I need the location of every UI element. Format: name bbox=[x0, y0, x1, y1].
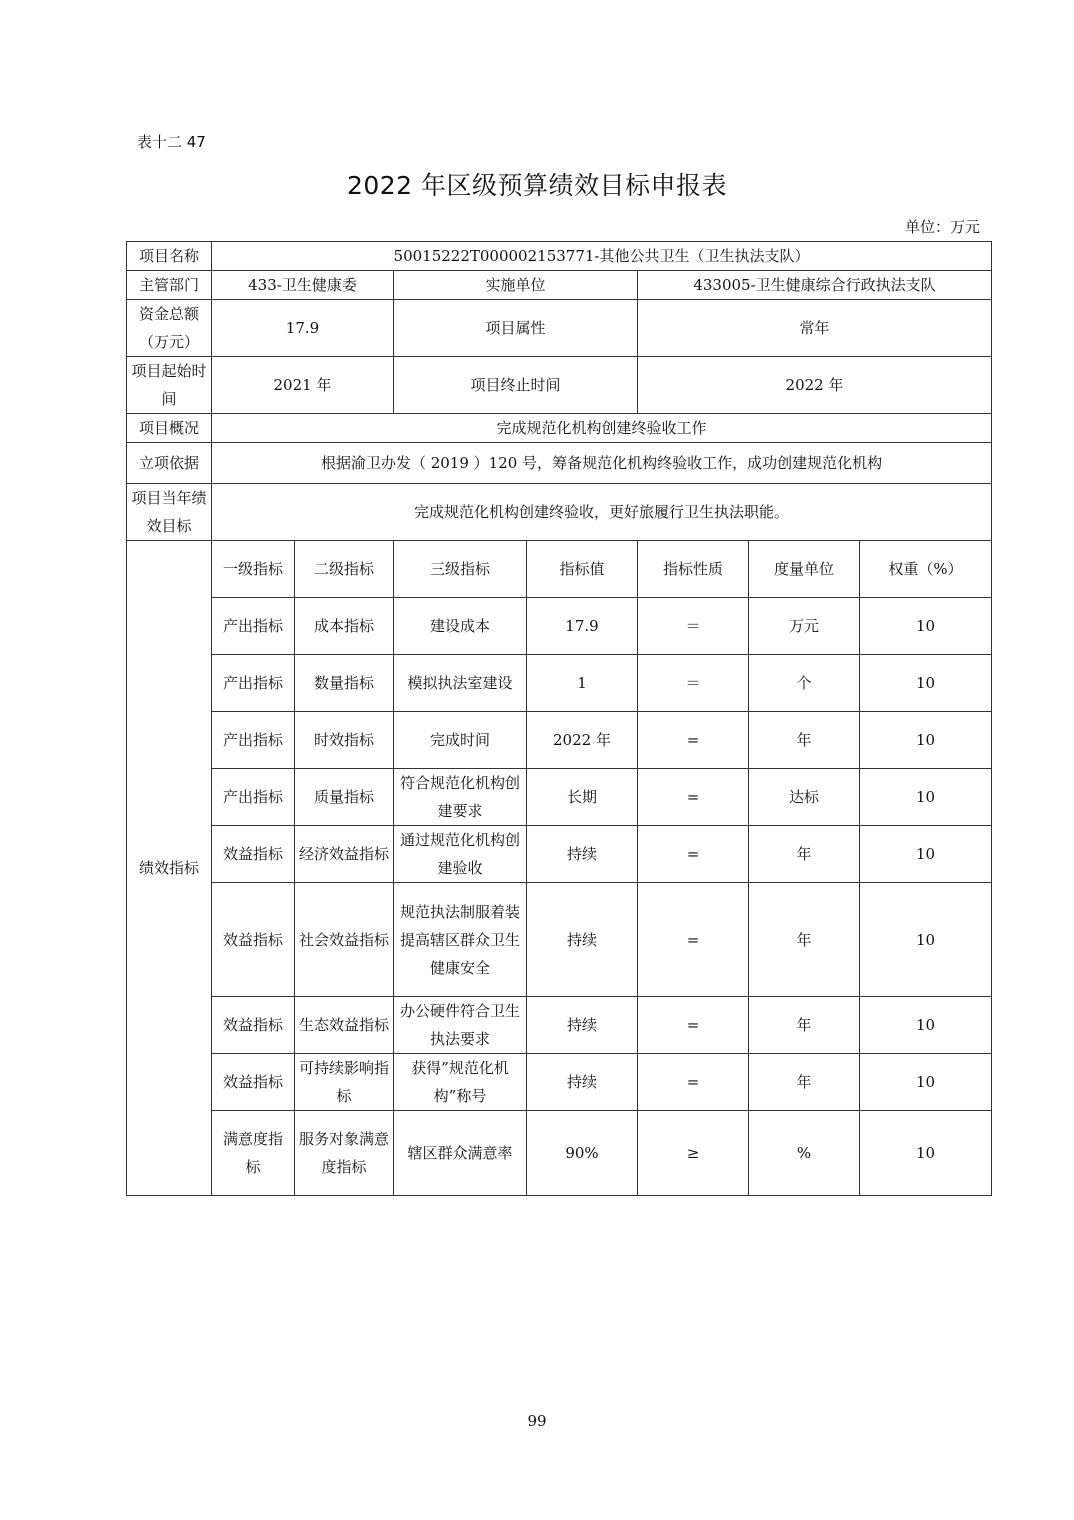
project-attr-label: 项目属性 bbox=[394, 300, 638, 357]
basis-value: 根据渝卫办发（ 2019 ）120 号，筹备规范化机构终验收工作，成功创建规范化机构 bbox=[212, 443, 992, 484]
cell-value: 1 bbox=[527, 655, 638, 712]
project-name-value: 50015222T000002153771-其他公共卫生（卫生执法支队） bbox=[212, 242, 992, 271]
cell-value: 17.9 bbox=[527, 598, 638, 655]
cell-unit: % bbox=[749, 1111, 860, 1196]
cell-level2: 生态效益指标 bbox=[295, 997, 394, 1054]
cell-weight: 10 bbox=[860, 1111, 992, 1196]
cell-level1: 满意度指标 bbox=[212, 1111, 295, 1196]
cell-level1: 效益指标 bbox=[212, 883, 295, 997]
header-level1: 一级指标 bbox=[212, 541, 295, 598]
cell-nature: = bbox=[638, 1054, 749, 1111]
cell-unit: 年 bbox=[749, 826, 860, 883]
cell-weight: 10 bbox=[860, 655, 992, 712]
cell-level2: 数量指标 bbox=[295, 655, 394, 712]
cell-value: 2022 年 bbox=[527, 712, 638, 769]
table-row bbox=[127, 1054, 992, 1111]
header-weight: 权重（%） bbox=[860, 541, 992, 598]
cell-level3: 辖区群众满意率 bbox=[394, 1111, 527, 1196]
cell-unit: 达标 bbox=[749, 769, 860, 826]
funds-label: 资金总额（万元） bbox=[127, 300, 212, 357]
row-funds bbox=[127, 300, 992, 357]
funds-value: 17.9 bbox=[212, 300, 394, 357]
cell-level1: 产出指标 bbox=[212, 712, 295, 769]
cell-level2: 可持续影响指标 bbox=[295, 1054, 394, 1111]
cell-level2: 成本指标 bbox=[295, 598, 394, 655]
table-row bbox=[127, 712, 992, 769]
cell-unit: 年 bbox=[749, 712, 860, 769]
cell-weight: 10 bbox=[860, 1054, 992, 1111]
cell-level2: 经济效益指标 bbox=[295, 826, 394, 883]
row-goal bbox=[127, 484, 992, 541]
dept-value: 433-卫生健康委 bbox=[212, 271, 394, 300]
cell-level2: 时效指标 bbox=[295, 712, 394, 769]
header-level3: 三级指标 bbox=[394, 541, 527, 598]
table-row bbox=[127, 883, 992, 997]
page-title: 2022 年区级预算绩效目标申报表 bbox=[346, 171, 728, 200]
cell-value: 长期 bbox=[527, 769, 638, 826]
row-basis bbox=[127, 443, 992, 484]
basis-label: 立项依据 bbox=[127, 443, 212, 484]
cell-level1: 效益指标 bbox=[212, 1054, 295, 1111]
table-row bbox=[127, 997, 992, 1054]
cell-weight: 10 bbox=[860, 769, 992, 826]
goal-label: 项目当年绩效目标 bbox=[127, 484, 212, 541]
cell-level3: 获得”规范化机构”称号 bbox=[394, 1054, 527, 1111]
header-level2: 二级指标 bbox=[295, 541, 394, 598]
cell-nature: = bbox=[638, 712, 749, 769]
project-name-label: 项目名称 bbox=[127, 242, 212, 271]
table-row bbox=[127, 598, 992, 655]
cell-unit: 年 bbox=[749, 1054, 860, 1111]
cell-weight: 10 bbox=[860, 997, 992, 1054]
overview-value: 完成规范化机构创建终验收工作 bbox=[212, 414, 992, 443]
cell-value: 持续 bbox=[527, 997, 638, 1054]
impl-unit-label: 实施单位 bbox=[394, 271, 638, 300]
cell-value: 持续 bbox=[527, 883, 638, 997]
goal-value: 完成规范化机构创建终验收，更好旅履行卫生执法职能。 bbox=[212, 484, 992, 541]
cell-level1: 效益指标 bbox=[212, 997, 295, 1054]
cell-weight: 10 bbox=[860, 712, 992, 769]
table-row bbox=[127, 1111, 992, 1196]
impl-unit-value: 433005-卫生健康综合行政执法支队 bbox=[638, 271, 992, 300]
cell-unit: 万元 bbox=[749, 598, 860, 655]
cell-unit: 年 bbox=[749, 997, 860, 1054]
cell-nature: ＝ bbox=[638, 598, 749, 655]
header-value: 指标值 bbox=[527, 541, 638, 598]
cell-nature: = bbox=[638, 826, 749, 883]
cell-level1: 产出指标 bbox=[212, 655, 295, 712]
cell-weight: 10 bbox=[860, 883, 992, 997]
cell-level1: 效益指标 bbox=[212, 826, 295, 883]
cell-nature: ≥ bbox=[638, 1111, 749, 1196]
start-time-label: 项目起始时间 bbox=[127, 357, 212, 414]
cell-level3: 完成时间 bbox=[394, 712, 527, 769]
table-row bbox=[127, 826, 992, 883]
project-attr-value: 常年 bbox=[638, 300, 992, 357]
cell-level2: 质量指标 bbox=[295, 769, 394, 826]
cell-level2: 社会效益指标 bbox=[295, 883, 394, 997]
row-dept bbox=[127, 271, 992, 300]
dept-label: 主管部门 bbox=[127, 271, 212, 300]
row-period bbox=[127, 357, 992, 414]
cell-nature: ＝ bbox=[638, 655, 749, 712]
cell-value: 持续 bbox=[527, 826, 638, 883]
cell-level3: 通过规范化机构创建验收 bbox=[394, 826, 527, 883]
cell-value: 90% bbox=[527, 1111, 638, 1196]
indicators-section-label: 绩效指标 bbox=[127, 541, 212, 1196]
cell-level3: 建设成本 bbox=[394, 598, 527, 655]
cell-level3: 符合规范化机构创建要求 bbox=[394, 769, 527, 826]
cell-level1: 产出指标 bbox=[212, 598, 295, 655]
cell-nature: = bbox=[638, 769, 749, 826]
cell-level1: 产出指标 bbox=[212, 769, 295, 826]
end-time-label: 项目终止时间 bbox=[394, 357, 638, 414]
row-project-name bbox=[127, 242, 992, 271]
cell-level3: 办公硬件符合卫生执法要求 bbox=[394, 997, 527, 1054]
budget-table bbox=[126, 241, 992, 1196]
header-unit: 度量单位 bbox=[749, 541, 860, 598]
cell-weight: 10 bbox=[860, 826, 992, 883]
table-number: 表十二 47 bbox=[137, 133, 206, 151]
indicator-header-row bbox=[127, 541, 992, 598]
page-number: 99 bbox=[527, 1412, 547, 1430]
cell-weight: 10 bbox=[860, 598, 992, 655]
overview-label: 项目概况 bbox=[127, 414, 212, 443]
cell-level3: 规范执法制服着装提高辖区群众卫生健康安全 bbox=[394, 883, 527, 997]
cell-unit: 年 bbox=[749, 883, 860, 997]
cell-level2: 服务对象满意度指标 bbox=[295, 1111, 394, 1196]
header-nature: 指标性质 bbox=[638, 541, 749, 598]
cell-level3: 模拟执法室建设 bbox=[394, 655, 527, 712]
cell-nature: = bbox=[638, 997, 749, 1054]
unit-label: 单位：万元 bbox=[904, 218, 980, 236]
table-row bbox=[127, 769, 992, 826]
cell-unit: 个 bbox=[749, 655, 860, 712]
cell-value: 持续 bbox=[527, 1054, 638, 1111]
row-overview bbox=[127, 414, 992, 443]
end-time-value: 2022 年 bbox=[638, 357, 992, 414]
table-row bbox=[127, 655, 992, 712]
start-time-value: 2021 年 bbox=[212, 357, 394, 414]
cell-nature: = bbox=[638, 883, 749, 997]
